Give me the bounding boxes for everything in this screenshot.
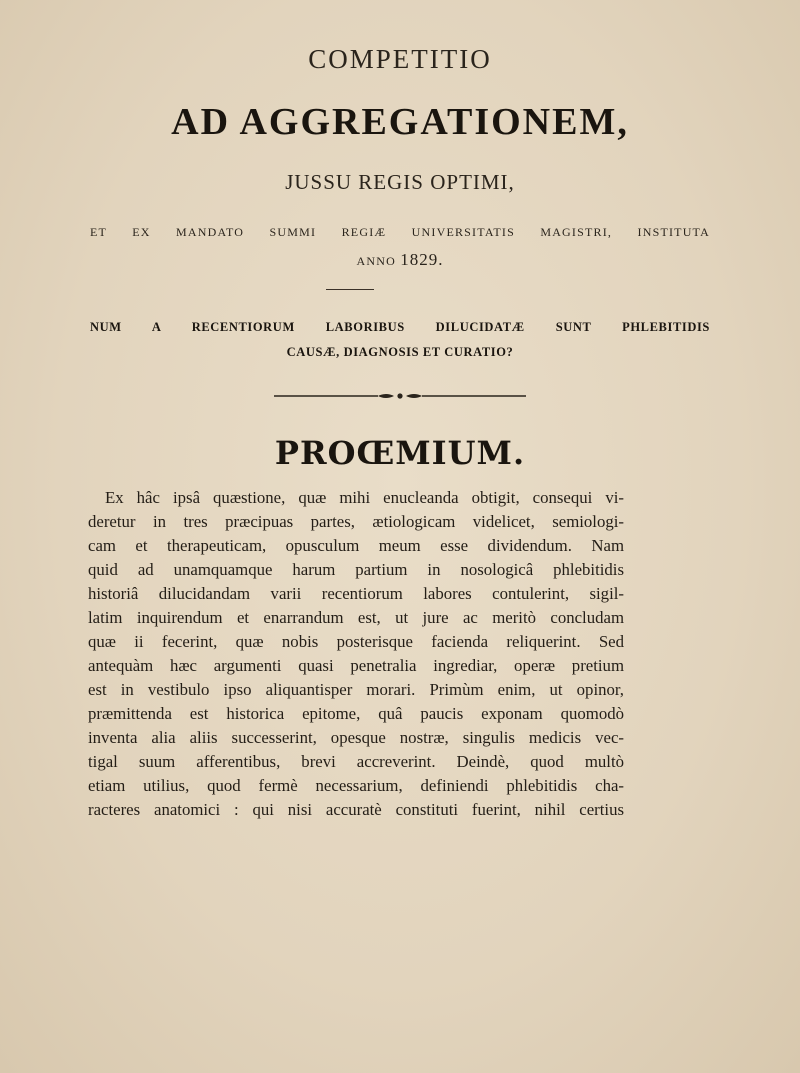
short-divider [326, 289, 374, 290]
text-line: inventa alia aliis successerint, opesque nostræ, singulis medicis vec- [88, 728, 624, 747]
title-jussu-regis: JUSSU REGIS OPTIMI, [285, 170, 515, 194]
text-line: etiam utilius, quod fermè necessarium, definiendi phlebitidis cha- [88, 776, 624, 795]
text-line: racteres anatomici : qui nisi accuratè constituti fuerint, nihil certius [88, 800, 624, 819]
mandate-year-line [0, 250, 800, 270]
anno-label: ANNO [356, 254, 396, 268]
text-line: deretur in tres præcipuas partes, ætiologicam videlicet, semiologi- [88, 512, 624, 531]
text-line: præmittenda est historica epitome, quâ paucis exponam quomodò [88, 704, 624, 723]
text-line: antequàm hæc argumenti quasi penetralia ingrediar, operæ pretium [88, 656, 624, 675]
title-ad-aggregationem: AD AGGREGATIONEM, [171, 101, 629, 143]
question-line-1: NUM A RECENTIORUM LABORIBUS DILUCIDATÆ SUNT PHLEBITIDIS [90, 320, 710, 334]
text-line: latim inquirendum et enarrandum est, ut jure ac meritò concludam [88, 608, 624, 627]
text-line: quid ad unamquamque harum partium in nosologicâ phlebitidis [88, 560, 624, 579]
text-line: est in vestibulo ipso aliquantisper morari. Primùm enim, ut opinor, [88, 680, 624, 699]
anno-year: 1829. [400, 250, 444, 269]
text-line: quæ ii fecerint, quæ nobis posterisque facienda reliquerint. Sed [88, 632, 624, 651]
question-line-2: CAUSÆ, DIAGNOSIS ET CURATIO? [286, 345, 514, 359]
title-competitio: COMPETITIO [308, 44, 492, 74]
section-title-prooemium: PROŒMIUM. [274, 434, 526, 472]
mandate-line: ET EX MANDATO SUMMI REGIÆ UNIVERSITATIS MAGISTRI, INSTITUTA [90, 225, 710, 239]
text-line: Ex hâc ipsâ quæstione, quæ mihi enucleanda obtigit, consequi vi- [105, 488, 624, 507]
body-paragraph [88, 486, 624, 822]
ornamental-rule-icon [270, 388, 530, 404]
text-line: tigal suum afferentibus, brevi accreverint. Deindè, quod multò [88, 752, 624, 771]
text-line: historiâ dilucidandam varii recentiorum labores contulerint, sigil- [88, 584, 624, 603]
text-line: cam et therapeuticam, opusculum meum esse dividendum. Nam [88, 536, 624, 555]
